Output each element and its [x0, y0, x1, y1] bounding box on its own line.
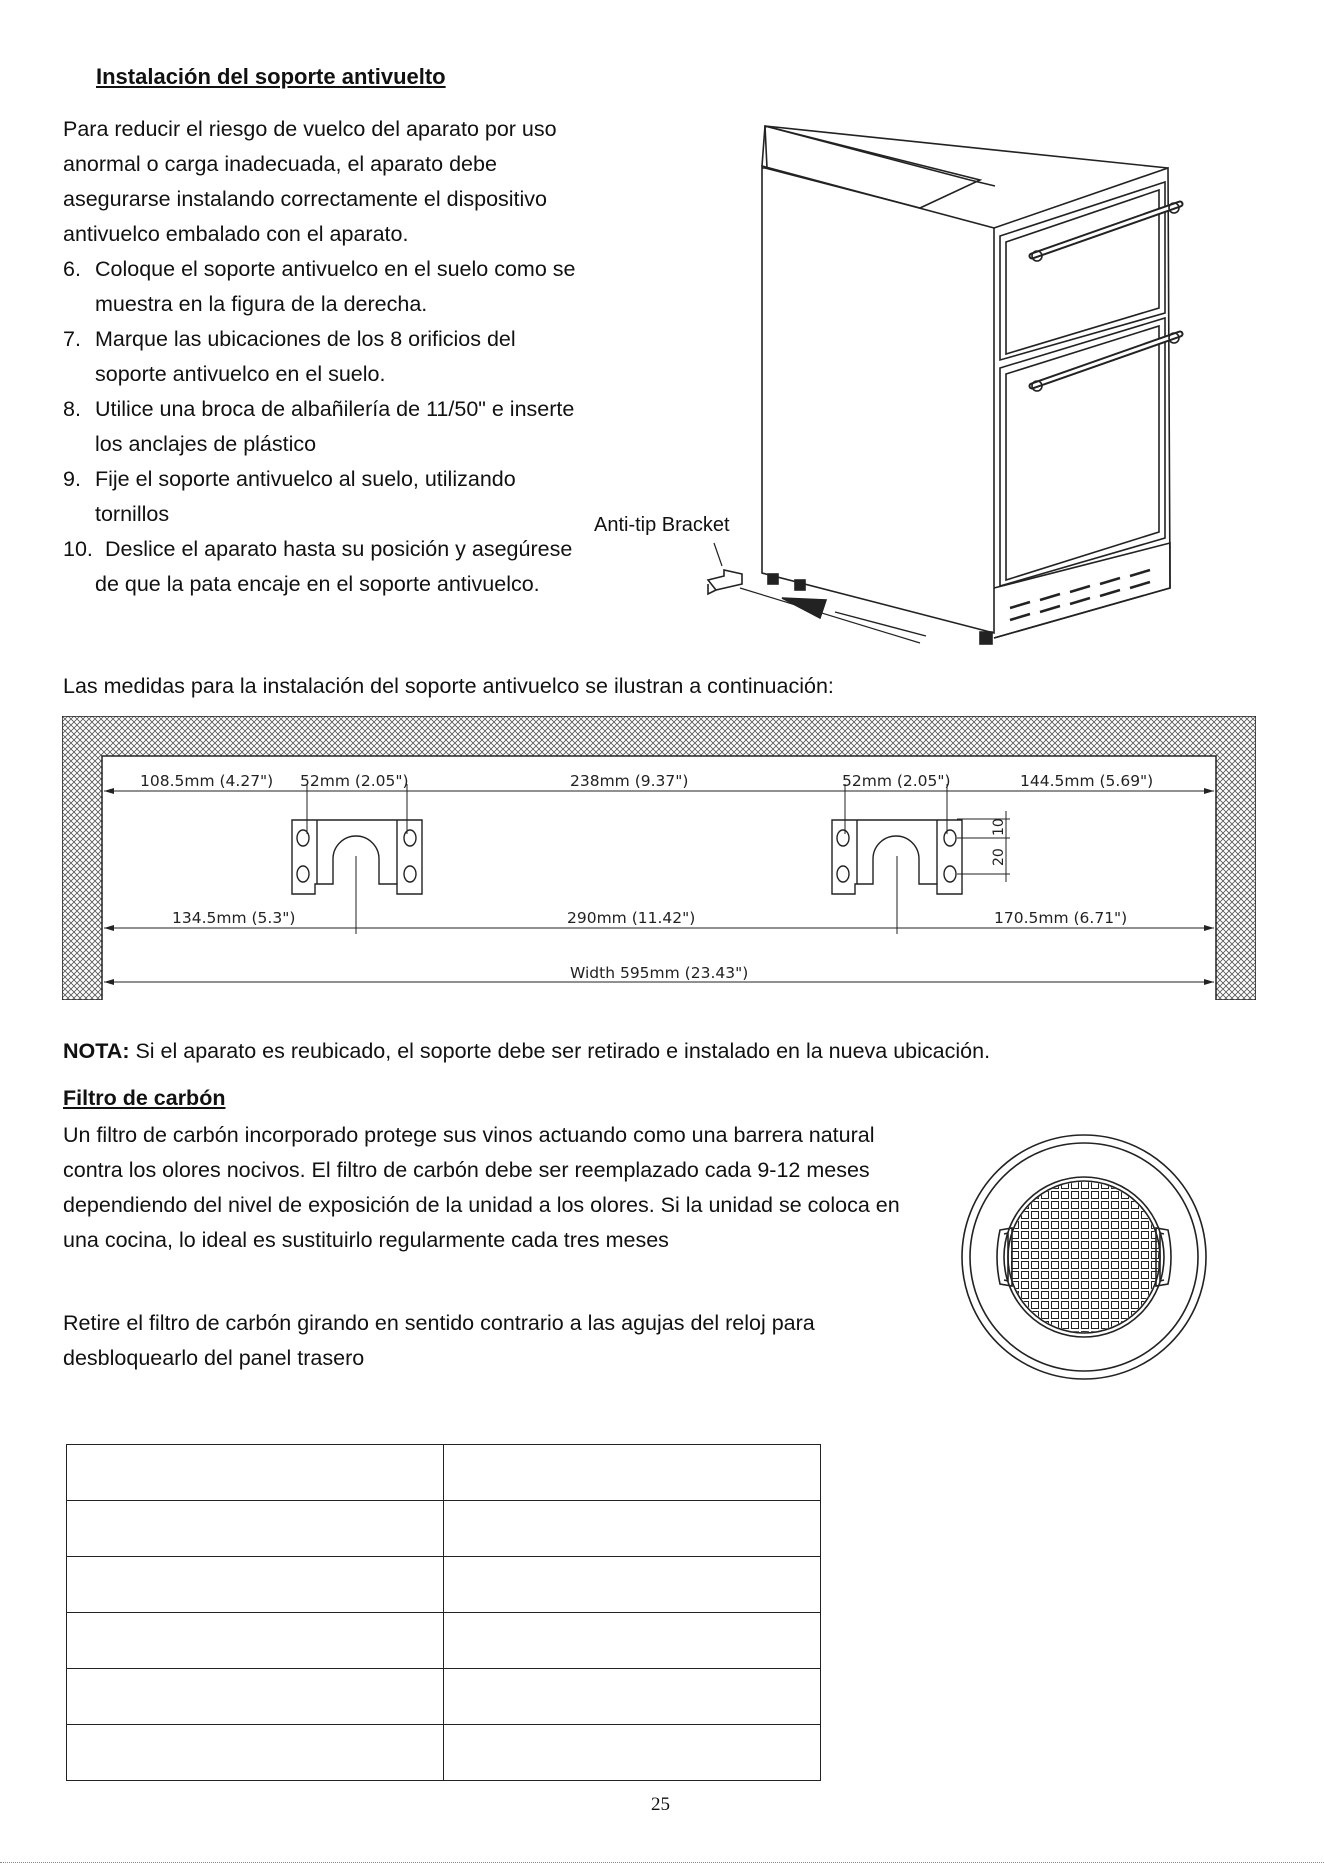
empty-table [66, 1444, 821, 1781]
table-cell [67, 1557, 444, 1613]
dim-label: 144.5mm (5.69") [1020, 772, 1154, 790]
table-cell [67, 1613, 444, 1669]
anti-tip-bracket-label: Anti-tip Bracket [594, 514, 730, 536]
table-cell [444, 1669, 821, 1725]
note-label: NOTA: [63, 1039, 130, 1063]
carbon-filter-illustration [960, 1130, 1210, 1384]
table-row [67, 1613, 821, 1669]
table-cell [444, 1557, 821, 1613]
note-text: Si el aparato es reubicado, el soporte debe ser retirado e instalado en la nueva ubicación. [129, 1039, 991, 1063]
hatched-wall [62, 716, 1256, 1000]
dim-label: 290mm (11.42") [567, 909, 696, 927]
cabinet-side [762, 166, 994, 633]
step-number: 8. [63, 397, 81, 421]
step-number: 6. [63, 257, 81, 281]
step-number: 9. [63, 467, 81, 491]
step-item [63, 462, 593, 532]
intro-paragraph: Para reducir el riesgo de vuelco del aparato por uso anormal o carga inadecuada, el aparato debe asegurarse instalando correctamente el dispositivo antivuelco embalado con el aparato. [63, 117, 557, 246]
step-text: Deslice el aparato hasta su posición y asegúrese de que la pata encaje en el soporte antivuelco. [95, 537, 573, 596]
appliance-illustration [590, 118, 1190, 658]
filter-removal-paragraph: Retire el filtro de carbón girando en sentido contrario a las agujas del reloj para desbloquearlo del panel trasero [63, 1311, 815, 1370]
table-cell [444, 1501, 821, 1557]
step-text: Coloque el soporte antivuelco en el suelo como se muestra en la figura de la derecha. [95, 257, 576, 316]
leg [768, 574, 778, 584]
table-row [67, 1725, 821, 1781]
step-text: Marque las ubicaciones de los 8 orificios del soporte antivuelco en el suelo. [95, 327, 516, 386]
dim-label: 10 [991, 818, 1007, 836]
dim-label: 52mm (2.05") [300, 772, 409, 790]
step-number: 7. [63, 327, 81, 351]
page-number: 25 [651, 1794, 670, 1815]
filter-paragraph: Un filtro de carbón incorporado protege sus vinos actuando como una barrera natural contra los olores nocivos. El filtro de carbón debe ser reemplazado cada 9-12 meses dependiendo del nivel de exposición de la unidad a los olores. Si la unidad se coloca en una cocina, lo ideal es sustituirlo regularmente cada tres meses [63, 1123, 900, 1252]
table-row [67, 1501, 821, 1557]
table-cell [444, 1613, 821, 1669]
section-title-anti-tip: Instalación del soporte antivuelto [96, 64, 446, 89]
table-cell [67, 1669, 444, 1725]
bottom-divider [0, 1862, 1324, 1863]
table-row [67, 1669, 821, 1725]
table-cell [444, 1445, 821, 1501]
step-text: Fije el soporte antivuelco al suelo, utilizando tornillos [95, 467, 516, 526]
dim-label: 238mm (9.37") [570, 772, 689, 790]
dim-label: 170.5mm (6.71") [994, 909, 1128, 927]
bottom-drawer [1000, 318, 1165, 586]
kick-plate [994, 543, 1170, 638]
table-cell [444, 1725, 821, 1781]
step-item [63, 252, 593, 322]
step-text: Utilice una broca de albañilería de 11/50" e inserte los anclajes de plástico [95, 397, 575, 456]
dim-label: 134.5mm (5.3") [172, 909, 296, 927]
table-cell [67, 1501, 444, 1557]
anti-tip-bracket-icon [708, 570, 742, 590]
step-item [63, 322, 593, 392]
note-line [63, 1034, 990, 1069]
slide-arrow-icon [782, 598, 826, 618]
step-number: 10. [63, 537, 93, 561]
step-item [63, 532, 593, 602]
filter-mesh [1004, 1177, 1164, 1337]
left-bracket-icon [292, 820, 422, 894]
table-cell [67, 1445, 444, 1501]
table-row [67, 1557, 821, 1613]
measures-intro: Las medidas para la instalación del soporte antivuelco se ilustran a continuación: [63, 674, 834, 698]
section-title-carbon-filter: Filtro de carbón [63, 1086, 226, 1110]
width-dim-label: Width 595mm (23.43") [570, 964, 749, 982]
dim-label: 108.5mm (4.27") [140, 772, 274, 790]
step-item [63, 392, 593, 462]
dim-label: 20 [991, 848, 1007, 866]
top-drawer [1000, 182, 1165, 360]
dim-label: 52mm (2.05") [842, 772, 951, 790]
table-cell [67, 1725, 444, 1781]
table-row [67, 1445, 821, 1501]
bracket-measurement-diagram [62, 716, 1256, 1000]
steps-list [63, 252, 593, 602]
